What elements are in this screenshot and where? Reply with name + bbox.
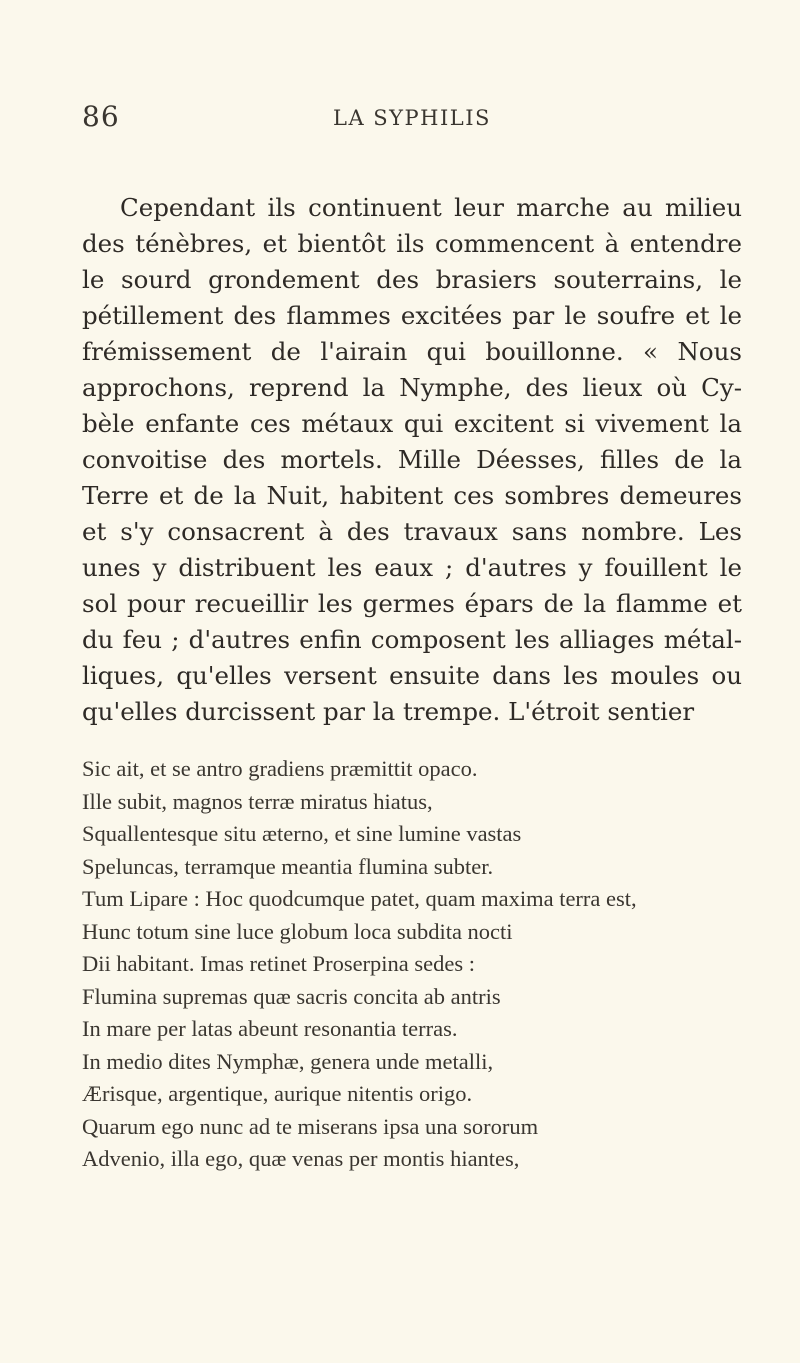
prose-line: et s'y consacrent à des travaux sans nombre. Les xyxy=(82,517,742,546)
verse-line: Squallentesque situ æterno, et sine lumine vastas xyxy=(82,821,522,846)
verse-line: Quarum ego nunc ad te miserans ipsa una sororum xyxy=(82,1113,539,1139)
verse-line: Tum Lipare : Hoc quodcumque patet, quam maxima terra est, xyxy=(82,886,637,911)
prose-line: bèle enfante ces métaux qui excitent si vivement la xyxy=(82,409,742,438)
page-header xyxy=(0,100,800,140)
prose-line: frémissement de l'airain qui bouillonne. « Nous xyxy=(82,337,742,366)
prose-paragraph xyxy=(82,190,742,730)
verse-line: Ille subit, magnos terræ miratus hiatus, xyxy=(82,788,433,814)
verse-line: Flumina supremas quæ sacris concita ab antris xyxy=(82,983,501,1009)
page-number: 86 xyxy=(82,100,120,133)
prose-line: convoitise des mortels. Mille Déesses, filles de la xyxy=(82,445,742,474)
verse-line: Dii habitant. Imas retinet Proserpina sedes : xyxy=(82,951,476,976)
prose-line: Cependant ils continuent leur marche au milieu xyxy=(120,193,742,222)
prose-line: des ténèbres, et bientôt ils commencent à entendre xyxy=(82,229,742,258)
verse-line: Sic ait, et se antro gradiens præmittit opaco. xyxy=(82,756,478,781)
verse-line: Ærisque, argentique, aurique nitentis origo. xyxy=(82,1081,473,1106)
prose-line: qu'elles durcissent par la trempe. L'étroit sentier xyxy=(82,697,695,726)
verse-line: Advenio, illa ego, quæ venas per montis hiantes, xyxy=(82,1146,520,1171)
prose-line: sol pour recueillir les germes épars de la flamme et xyxy=(82,589,742,618)
verse-line: In mare per latas abeunt resonantia terras. xyxy=(82,1016,458,1041)
prose-line: du feu ; d'autres enfin composent les alliages métal- xyxy=(82,625,742,654)
verse-line: In medio dites Nymphæ, genera unde metalli, xyxy=(82,1048,494,1074)
prose-line: pétillement des flammes excitées par le soufre et le xyxy=(82,301,742,330)
prose-line: le sourd grondement des brasiers souterrains, le xyxy=(82,265,742,294)
prose-line: liques, qu'elles versent ensuite dans les moules ou xyxy=(82,661,742,690)
prose-line: Terre et de la Nuit, habitent ces sombres demeures xyxy=(82,481,742,510)
running-title: LA SYPHILIS xyxy=(333,106,491,130)
verse-line: Speluncas, terramque meantia flumina subter. xyxy=(82,853,494,879)
latin-verse-quotation xyxy=(82,753,782,1176)
prose-line: approchons, reprend la Nymphe, des lieux où Cy- xyxy=(82,373,742,402)
prose-line: unes y distribuent les eaux ; d'autres y fouillent le xyxy=(82,553,742,582)
verse-line: Hunc totum sine luce globum loca subdita nocti xyxy=(82,918,513,944)
